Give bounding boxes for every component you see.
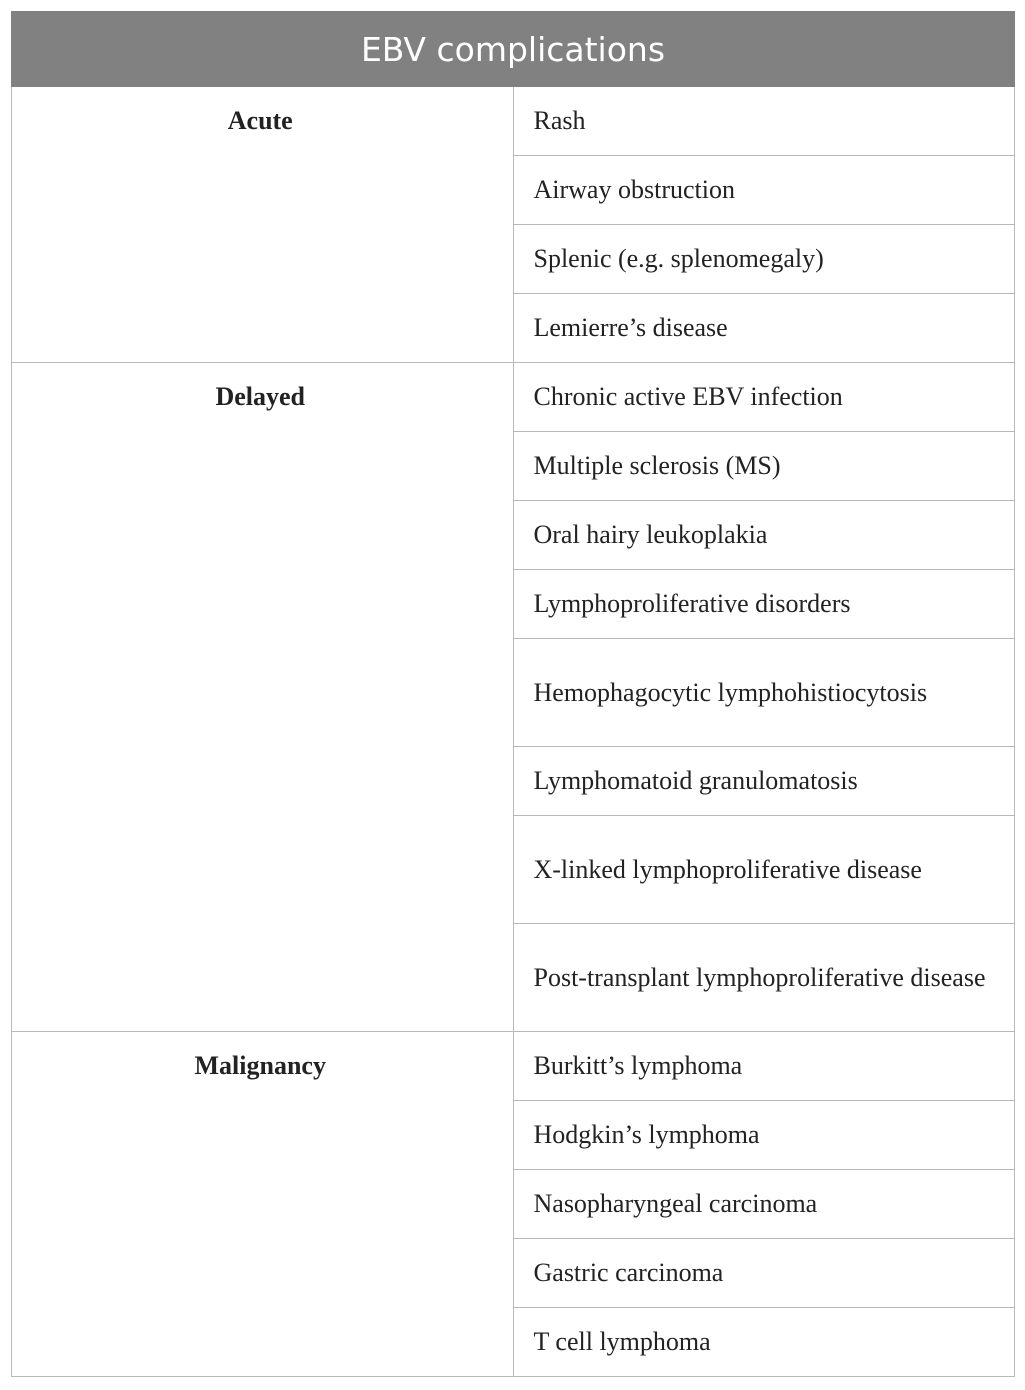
complication-cell: Splenic (e.g. splenomegaly)	[513, 225, 1015, 294]
complication-cell: Lymphoproliferative disorders	[513, 570, 1015, 639]
category-cell-delayed	[12, 363, 514, 1032]
complication-cell: Hemophagocytic lymphohistiocytosis	[513, 639, 1015, 747]
table-title: EBV complications	[12, 12, 1015, 87]
complication-cell: Gastric carcinoma	[513, 1239, 1015, 1308]
ebv-complications-table	[11, 11, 1015, 1377]
table-row	[12, 1032, 1015, 1101]
complication-cell: X-linked lymphoproliferative disease	[513, 816, 1015, 924]
complication-cell: Multiple sclerosis (MS)	[513, 432, 1015, 501]
complication-cell: Lemierre’s disease	[513, 294, 1015, 363]
category-label: Malignancy	[194, 1051, 326, 1080]
complication-cell: T cell lymphoma	[513, 1308, 1015, 1377]
complication-cell: Burkitt’s lymphoma	[513, 1032, 1015, 1101]
complication-cell: Hodgkin’s lymphoma	[513, 1101, 1015, 1170]
table-header-row	[12, 12, 1015, 87]
complication-cell: Airway obstruction	[513, 156, 1015, 225]
complication-cell: Post-transplant lymphoproliferative disease	[513, 924, 1015, 1032]
category-label: Delayed	[215, 382, 306, 411]
category-label: Acute	[227, 106, 293, 135]
complication-cell: Chronic active EBV infection	[513, 363, 1015, 432]
table-row	[12, 363, 1015, 432]
table-row	[12, 87, 1015, 156]
category-cell-acute	[12, 87, 514, 363]
complication-cell: Lymphomatoid granulomatosis	[513, 747, 1015, 816]
complication-cell: Rash	[513, 87, 1015, 156]
complication-cell: Oral hairy leukoplakia	[513, 501, 1015, 570]
complication-cell: Nasopharyngeal carcinoma	[513, 1170, 1015, 1239]
category-cell-malignancy	[12, 1032, 514, 1377]
